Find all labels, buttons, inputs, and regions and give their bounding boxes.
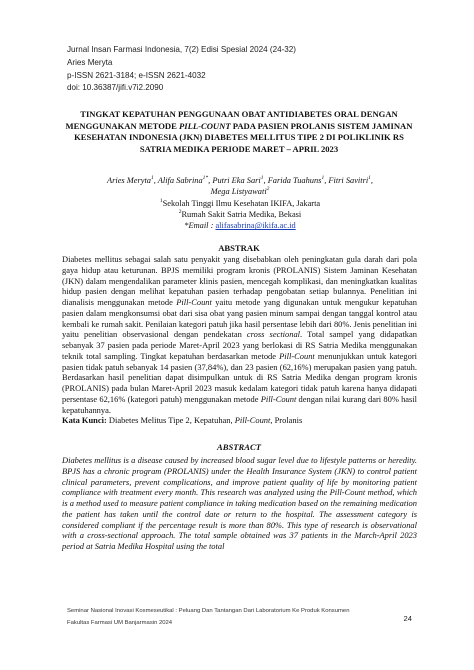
journal-doi: doi: 10.36387/jifi.v7i2.2090 (67, 83, 164, 93)
abstrak-body: Diabetes mellitus sebagai salah satu penyakit yang disebabkan oleh peningkatan gula darah dari pola gaya hidup atau keturunan. BPJS memiliki program kronis (PROLANIS) Sistem Jaminan Kesehatan (JKN) dalam mengendalikan parameter klinis pasien, mencegah komplikasi, dan meningkatkan kualitas hidup pasien dengan melihat kepatuhan pasien terhadap pengobatan setiap bulannya. Penelitian ini dianalisis menggunakan metode Pill-Count yaitu metode yang digunakan untuk mengukur kepatuhan pasien dalam mengkonsumsi obat dari sisa obat yang pasien minum sampai dengan tanggal kontrol atau kembali ke rumah sakit. Penilaian kategori patuh jika hasil persentase lebih dari 80%. Jenis penelitian ini yaitu penelitian observasional dengan pendekatan cross sectional. Total sampel yang didapatkan sebanyak 37 pasien pada periode Maret-April 2023 yang berlokasi di RS Satria Medika menggunakan teknik total sampling. Tingkat kepatuhan berdasarkan metode Pill-Count menunjukkan untuk kategori pasien tidak patuh sebanyak 14 pasien (37,84%), dan 23 pasien (62,16%) merupakan pasien yang patuh. Berdasarkan hasil penelitian dapat disimpulkan untuk di RS Satria Medika dengan program kronis (PROLANIS) pada bulan Maret-April 2023 masuk kedalam kategori tidak patuh karena hanya didapati persentase 62,16% (kategori patuh) menggunakan metode Pill-Count dengan nilai kurang dari 80% hasil kepatuhannya. Kata Kunci: Diabetes Melitus Tipe 2, Kepatuhan, Pill-Count, Prolanis (62, 254, 418, 426)
keywords: Kata Kunci: Diabetes Melitus Tipe 2, Kepatuhan, Pill-Count, Prolanis (62, 415, 303, 426)
page-footer (67, 606, 407, 629)
author: Aries Meryta$^1$, (107, 175, 158, 185)
author: Putri Eka Sari$^1$, (212, 175, 268, 185)
abstrak-heading: ABSTRAK (218, 243, 260, 253)
keywords-label: Kata Kunci: (62, 415, 107, 426)
author: Farida Tuahuns$^1$, (267, 175, 329, 185)
journal-header (67, 44, 296, 95)
title-part-1: TINGKAT KEPATUHAN PENGGUNAAN OBAT ANTIDIABETES ORAL DENGAN MENGGUNAKAN METODE (65, 109, 398, 131)
journal-issn: p-ISSN 2621-3184; e-ISSN 2621-4032 (67, 70, 206, 80)
abstract-body: Diabetes mellitus is a disease caused by increased blood sugar level due to lifestyle patterns or heredity. BPJS has a chronic program (PROLANIS) under the Health Insurance System (JKN) to control patient clinical parameters, prevent complications, and improve patient quality of life by monitoring patient compliance with treatment every month. This research was analyzed using the Pill-Count method, which is a method used to measure patient compliance in taking medication based on the remaining medication the patient has taken until the control date or return to the hospital. The assessment category is considered compliant if the percentage result is more than 80%. This type of research is observational with a cross-sectional approach. The total sample obtained was 37 patients in the March-April 2023 period at Satria Medika Hospital using the total (62, 455, 417, 551)
email-line (70, 220, 410, 231)
email-link[interactable]: alifasabrina@ikifa.ac.id (215, 221, 296, 231)
abstract-heading: ABSTRACT (217, 442, 261, 452)
affiliations (70, 198, 410, 232)
journal-publisher: Aries Meryta (67, 57, 113, 67)
author: Mega Listyawati$^2$ (210, 186, 270, 197)
author-list (70, 175, 410, 198)
footer-seminar: Seminar Nasional Inovasi Kosmeseutikal : Peluang Dan Tantangan Dari Laboratorium Ke Produk Konsumen (67, 608, 350, 614)
title-italic: PILL-COUNT (179, 120, 231, 131)
footer-faculty: Fakultas Farmasi UM Banjarmasin 2024 (67, 619, 173, 626)
title-part-2: PADA PASIEN PROLANIS SISTEM JAMINAN KESEHATAN INDONESIA (JKN) DIABETES MELLITUS TIPE 2 DI POLIKLINIK RS SATRIA MEDIKA PERIODE MARET – APRIL 2023 (74, 120, 413, 155)
page-number: 24 (403, 614, 412, 623)
author: Alifa Sabrina$^{1*}$, (157, 175, 213, 185)
journal-name: Jurnal Insan Farmasi Indonesia, 7(2) Edisi Spesial 2024 (24-32) (67, 45, 296, 54)
affiliation: $^2$Rumah Sakit Satria Medika, Bekasi (178, 209, 302, 220)
affiliation: $^1$Sekolah Tinggi Ilmu Kesehatan IKIFA, Jakarta (159, 198, 321, 208)
email-label: *Email : (184, 221, 216, 231)
paper-title (62, 109, 416, 156)
author: Fitri Savitri$^1$, (328, 175, 373, 185)
